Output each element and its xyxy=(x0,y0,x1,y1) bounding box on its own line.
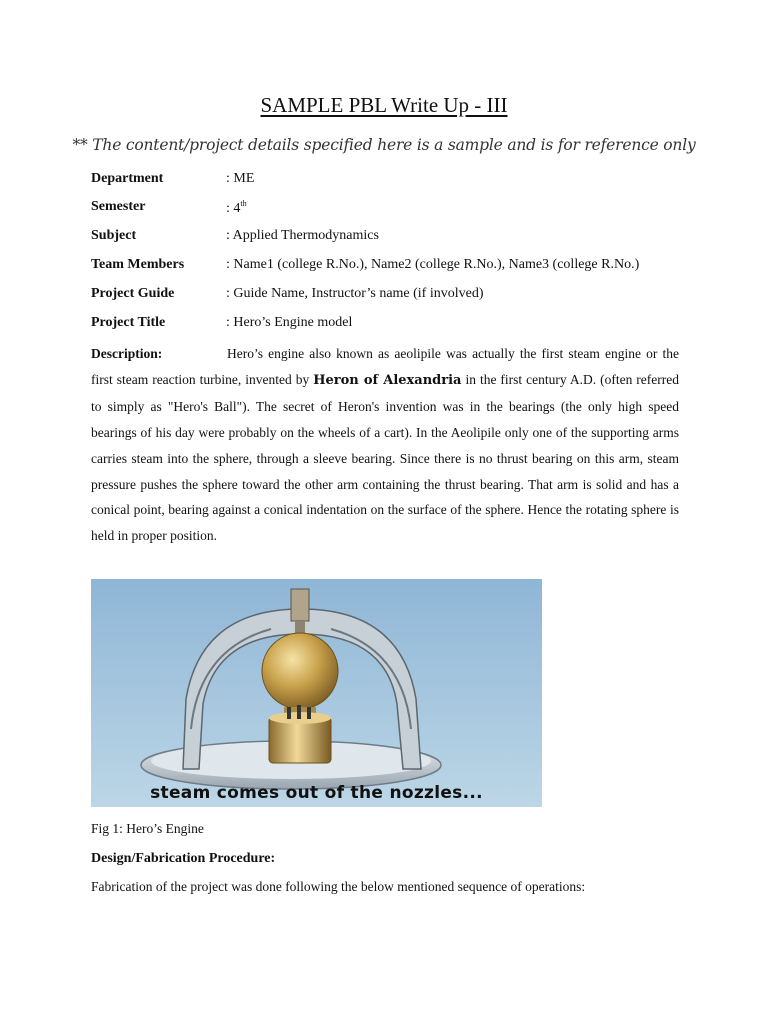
field-label: Department xyxy=(91,171,164,186)
field-value: : Name1 (college R.No.), Name2 (college R.No.), Name3 (college R.No.) xyxy=(226,257,640,272)
document-subtitle: ** The content/project details specified here is a sample and is for reference only xyxy=(72,136,696,154)
section-text: Fabrication of the project was done following the below mentioned sequence of operations: xyxy=(91,879,586,894)
semester-number: : 4 xyxy=(226,201,241,216)
field-value: : Guide Name, Instructor’s name (if involved) xyxy=(226,286,484,301)
field-label: Team Members xyxy=(91,257,185,272)
figure-label: Fig 1: Hero’s Engine xyxy=(91,821,204,836)
field-label: Project Guide xyxy=(91,286,175,301)
description-label: Description: xyxy=(91,346,163,361)
field-label: Semester xyxy=(91,199,146,214)
field-value: : ME xyxy=(226,171,255,186)
description-bold: Heron of Alexandria xyxy=(313,372,462,388)
semester-suffix: th xyxy=(240,199,247,208)
field-label: Project Title xyxy=(91,315,166,330)
image-caption: steam comes out of the nozzles... xyxy=(150,783,483,803)
field-value: : Applied Thermodynamics xyxy=(226,228,379,243)
section-heading: Design/Fabrication Procedure: xyxy=(91,851,276,866)
field-value: : Hero’s Engine model xyxy=(226,315,353,330)
hero-engine-photo xyxy=(91,579,542,807)
description-text-2: in the first century A.D. (often referred to simply as "Hero's Ball"). The secret of Heron's invention was in the bearings (the only high speed bearings of his day were probably on the wheels of a cart). In the Aeolipile only one of the supporting arms carries steam into the sphere, through a sleeve bearing. Since there is no thrust bearing on this arm, steam pressure pushes the sphere toward the other arm containing the thrust bearing. That arm is solid and has a conical point, bearing against a conical indentation on the surface of the sphere. Hence the rotating sphere is held in proper position. xyxy=(91,371,680,544)
document-title: SAMPLE PBL Write Up - III xyxy=(260,93,508,117)
description-text-1: Hero’s engine also known as aeolipile was actually the first steam engine or the first steam reaction turbine, invented by xyxy=(91,346,679,387)
engine-illustration xyxy=(91,579,542,807)
field-value xyxy=(226,199,247,217)
field-label: Subject xyxy=(91,228,137,243)
description-paragraph xyxy=(91,341,679,549)
